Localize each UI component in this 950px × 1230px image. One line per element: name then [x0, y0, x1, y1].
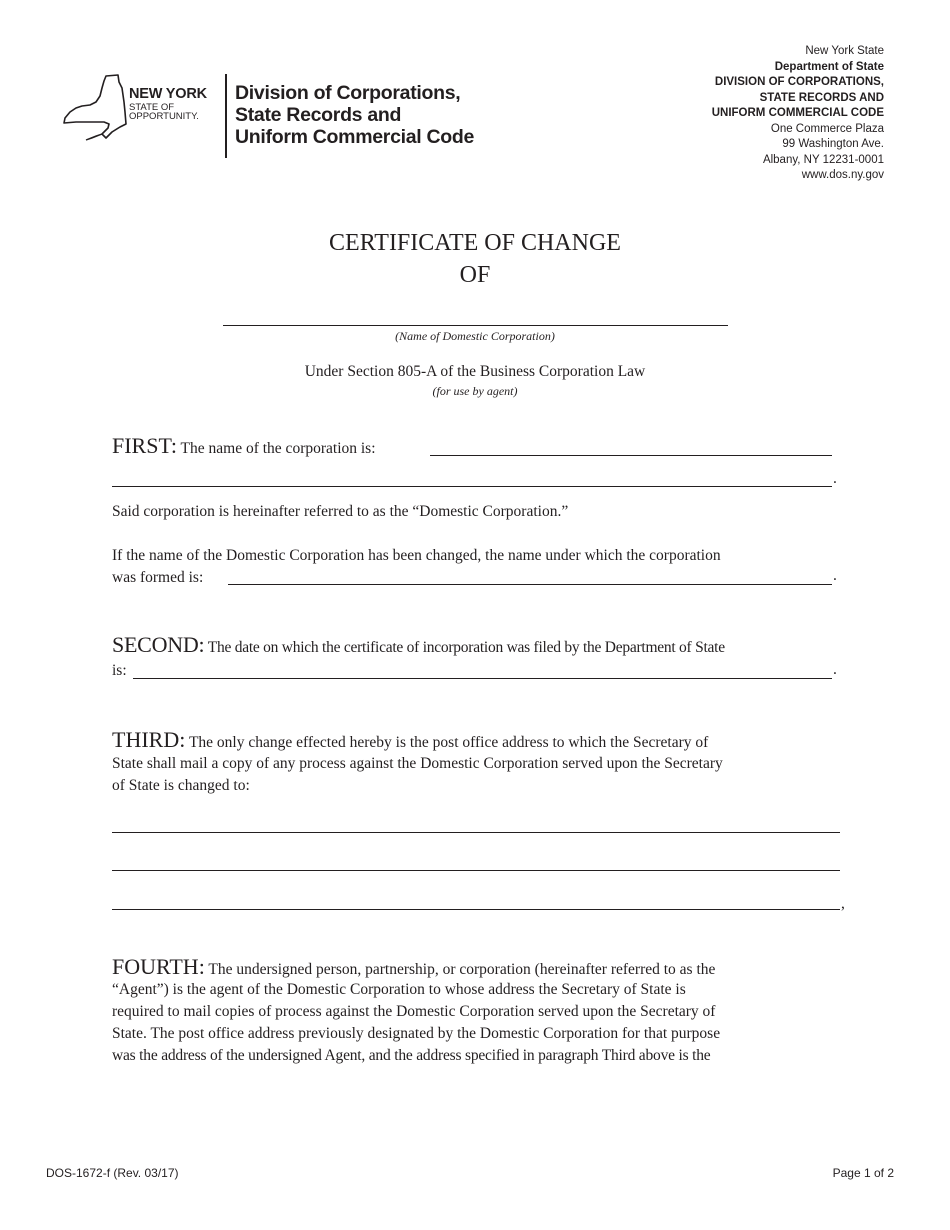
punctuation: , [841, 895, 845, 912]
second-heading: SECOND: [112, 632, 205, 657]
second-text: The date on which the certificate of incorporation was filed by the Department of State [207, 639, 725, 656]
ny-tagline-line2: OPPORTUNITY. [129, 111, 199, 122]
third-heading: THIRD: [112, 727, 186, 752]
first-heading: FIRST: [112, 433, 177, 458]
for-use-note: (for use by agent) [432, 384, 518, 398]
corporation-name-input-continued[interactable] [112, 486, 832, 487]
new-address-line3-input[interactable] [112, 909, 840, 910]
third-paragraph-line2: State shall mail a copy of any process against the Domestic Corporation served upon the Secretary [112, 755, 723, 772]
third-paragraph-line1 [112, 729, 840, 755]
address-line: 99 Washington Ave. [782, 138, 884, 150]
first-paragraph [112, 435, 840, 461]
agency-address-block [712, 44, 884, 184]
domestic-corporation-definition: Said corporation is hereinafter referred to as the “Domestic Corporation.” [112, 503, 569, 520]
first-text: The name of the corporation is: [180, 440, 376, 457]
division-name-line3: Uniform Commercial Code [235, 126, 475, 148]
fourth-text: The undersigned person, partnership, or corporation (hereinafter referred to as the [208, 961, 716, 978]
page-number: Page 1 of 2 [832, 1166, 894, 1180]
document-title-of: OF [459, 262, 491, 288]
filing-date-label: is: [112, 662, 127, 679]
ny-state-name: NEW YORK [129, 86, 207, 102]
name-field-caption: (Name of Domestic Corporation) [395, 329, 555, 343]
second-paragraph [112, 634, 840, 660]
third-paragraph-line3: of State is changed to: [112, 777, 250, 794]
original-name-input[interactable] [228, 584, 832, 585]
punctuation: . [833, 567, 837, 584]
document-title: CERTIFICATE OF CHANGE [329, 230, 621, 256]
form-identifier: DOS-1672-f (Rev. 03/17) [46, 1166, 179, 1180]
fourth-paragraph-line2: “Agent”) is the agent of the Domestic Corporation to whose address the Secretary of State is [112, 981, 686, 998]
fourth-paragraph-line4: State. The post office address previously designated by the Domestic Corporation for that purpose [112, 1025, 721, 1042]
formed-name-label: was formed is: [112, 569, 204, 586]
fourth-paragraph-line1 [112, 956, 840, 982]
third-text: The only change effected hereby is the post office address to which the Secretary of [188, 734, 709, 751]
filing-date-input[interactable] [133, 678, 832, 679]
corporation-name-field[interactable] [223, 325, 728, 326]
punctuation: . [833, 470, 837, 487]
statute-reference: Under Section 805-A of the Business Corporation Law [304, 363, 646, 380]
website-link: www.dos.ny.gov [801, 169, 884, 181]
address-line: STATE RECORDS AND [759, 91, 884, 104]
corporation-name-input[interactable] [430, 455, 832, 456]
division-name-line1: Division of Corporations, [235, 82, 461, 104]
address-line: Department of State [774, 60, 884, 73]
address-line: UNIFORM COMMERCIAL CODE [711, 107, 884, 119]
fourth-heading: FOURTH: [112, 954, 205, 979]
nys-logo [62, 72, 492, 162]
address-line: Albany, NY 12231-0001 [762, 153, 884, 166]
address-line: DIVISION OF CORPORATIONS, [714, 76, 884, 88]
ny-tagline-line1: STATE OF [129, 102, 175, 113]
new-york-state-map-icon [62, 72, 130, 144]
new-address-line1-input[interactable] [112, 832, 840, 833]
new-address-line2-input[interactable] [112, 870, 840, 871]
logo-divider [225, 74, 227, 158]
division-name-line2: State Records and [235, 104, 402, 126]
punctuation: . [833, 661, 837, 678]
address-line: New York State [805, 45, 884, 57]
fourth-paragraph-line3: required to mail copies of process against the Domestic Corporation served upon the Secretary of [112, 1003, 716, 1020]
fourth-paragraph-line5: was the address of the undersigned Agent, and the address specified in paragraph Third above is the [112, 1047, 711, 1064]
address-line: One Commerce Plaza [770, 122, 884, 135]
name-changed-text: If the name of the Domestic Corporation has been changed, the name under which the corporation [112, 547, 721, 564]
